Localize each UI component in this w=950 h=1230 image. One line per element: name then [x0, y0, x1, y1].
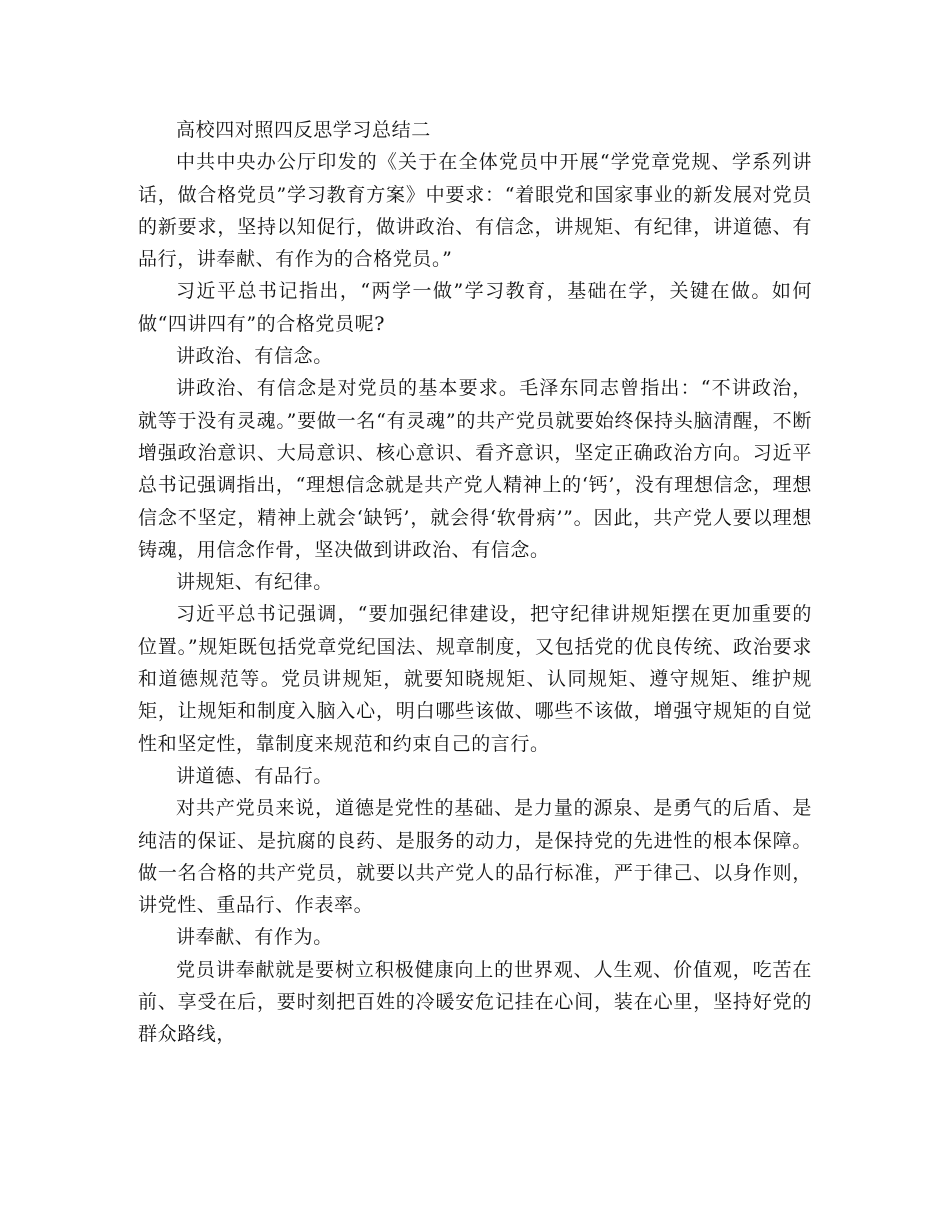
paragraph-intro-directive: 中共中央办公厅印发的《关于在全体党员中开展“学党章党规、学系列讲话，做合格党员”学习教育方案》中要求：“着眼党和国家事业的新发展对党员的新要求，坚持以知促行，做讲政治、有信念，讲规矩、有纪律，讲道德、有品行，讲奉献、有作为的合格党员。” — [138, 151, 812, 271]
section-heading-morality: 讲道德、有品行。 — [176, 764, 333, 787]
document-body — [138, 114, 812, 1051]
section-heading-politics: 讲政治、有信念。 — [176, 345, 333, 368]
paragraph-dedication: 党员讲奉献就是要树立积极健康向上的世界观、人生观、价值观，吃苦在前、享受在后，要时刻把百姓的冷暖安危记挂在心间，装在心里，坚持好党的群众路线， — [138, 958, 812, 1046]
paragraph-politics: 讲政治、有信念是对党员的基本要求。毛泽东同志曾指出：“不讲政治，就等于没有灵魂。”要做一名“有灵魂”的共产党员就要始终保持头脑清醒，不断增强政治意识、大局意识、核心意识、看齐意识，坚定正确政治方向。习近平总书记强调指出，“理想信念就是共产党人精神上的‘钙’，没有理想信念，理想信念不坚定，精神上就会‘缺钙’，就会得‘软骨病’”。因此，共产党人要以理想铸魂，用信念作骨，坚决做到讲政治、有信念。 — [138, 377, 812, 561]
section-heading-rules: 讲规矩、有纪律。 — [176, 571, 333, 594]
section-heading-dedication: 讲奉献、有作为。 — [176, 926, 333, 949]
document-title: 高校四对照四反思学习总结二 — [176, 119, 431, 141]
paragraph-morality: 对共产党员来说，道德是党性的基础、是力量的源泉、是勇气的后盾、是纯洁的保证、是抗腐的良药、是服务的动力，是保持党的先进性的根本保障。做一名合格的共产党员，就要以共产党人的品行标准，严于律己、以身作则，讲党性、重品行、作表率。 — [138, 797, 812, 917]
paragraph-rules: 习近平总书记强调，“要加强纪律建设，把守纪律讲规矩摆在更加重要的位置。”规矩既包括党章党纪国法、规章制度，又包括党的优良传统、政治要求和道德规范等。党员讲规矩，就要知晓规矩、认同规矩、遵守规矩、维护规矩，让规矩和制度入脑入心，明白哪些该做、哪些不该做，增强守规矩的自觉性和坚定性，靠制度来规范和约束自己的言行。 — [138, 603, 812, 755]
paragraph-two-studies: 习近平总书记指出，“两学一做”学习教育，基础在学，关键在做。如何做“四讲四有”的合格党员呢? — [138, 280, 812, 335]
